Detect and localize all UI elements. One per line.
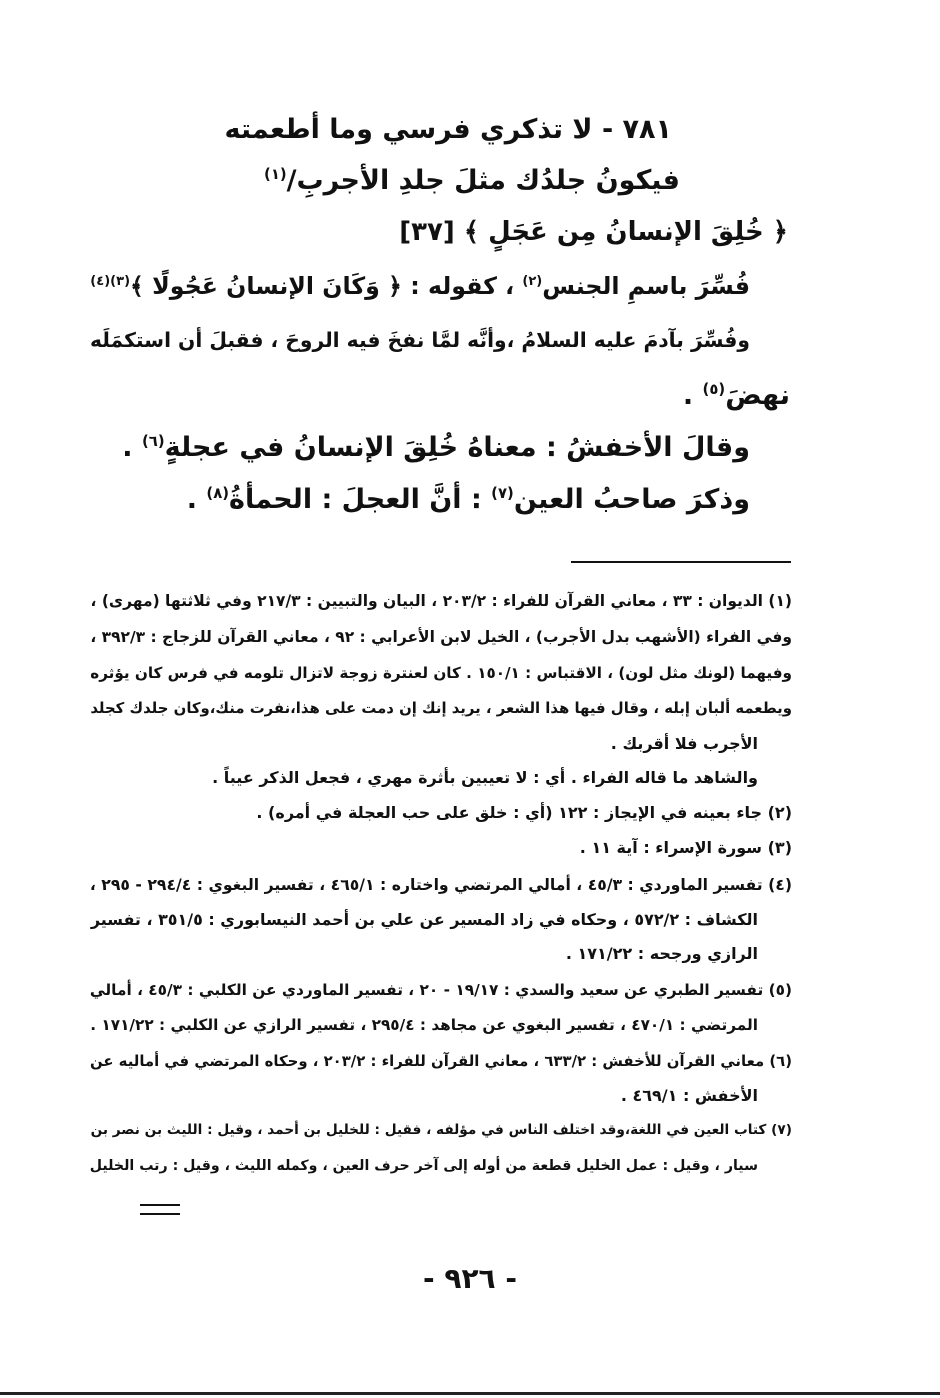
footnote-line: (١) الديوان : ٣٣ ، معاني القرآن للفراء : ٢٠٣/٢ ، البيان والتبيين : ٢١٧/٣ وفي ثلاثتها (مهرى) ، xyxy=(90,592,792,610)
footnote-line: (٣) سورة الإسراء : آية ١١ . xyxy=(579,838,792,857)
footnote-ref: (٥) xyxy=(702,380,726,398)
footnote-line: (٢) جاء بعينه في الإيجاز : ١٢٢ (أي : خلق على حب العجلة في أمره) . xyxy=(256,803,792,822)
continuation-mark xyxy=(140,1204,180,1215)
footnote-ref: (٢) xyxy=(522,274,543,290)
footnote-line: (٤) تفسير الماوردي : ٤٥/٣ ، أمالي المرتضي واختاره : ٤٦٥/١ ، تفسير البغوي : ٢٩٤/٤ - ٢٩٥ ، xyxy=(89,875,792,894)
footnote-line: سيار ، وقيل : عمل الخليل قطعة من أوله إلى آخر حرف العين ، وكمله الليث ، وقيل : رتب الخليل xyxy=(89,1158,758,1174)
footnote-line: (٥) تفسير الطبري عن سعيد والسدي : ١٩/١٧ - ٢٠ ، تفسير الماوردي عن الكلبي : ٤٥/٣ ، أمالي xyxy=(89,981,792,999)
commentary-line-3 xyxy=(683,380,790,411)
footnote-line: الأجرب فلا أقربك . xyxy=(610,734,758,753)
verse-line-1: ٧٨١ - لا تذكري فرسي وما أطعمته xyxy=(224,114,672,145)
quran-quote: ﴿ وَكَانَ الإنسانُ عَجُولًا ﴾ xyxy=(130,272,402,300)
verse-line-2-text: فيكونُ جلدُك مثلَ جلدِ الأجربِ/ xyxy=(286,165,680,196)
footnote-ref: (٧) xyxy=(491,484,514,502)
commentary-line-4 xyxy=(122,432,750,463)
footnote-line: المرتضي : ٤٧٠/١ ، تفسير البغوي عن مجاهد : ٢٩٥/٤ ، تفسير الرازي عن الكلبي : ١٧١/٢٢ . xyxy=(90,1016,758,1034)
footnote-ref: (١) xyxy=(264,165,287,183)
quran-close-bracket: ﴾ xyxy=(463,217,480,247)
footnote-line: الكشاف : ٥٧٢/٢ ، وحكاه في زاد المسير عن علي بن أحمد النيسابوري : ٣٥١/٥ ، تفسير xyxy=(90,910,758,929)
quran-open-bracket: ﴿ xyxy=(772,217,788,247)
commentary-text: . xyxy=(186,484,197,515)
footnote-line: (٧) كتاب العين في اللغة،وقد اختلف الناس في مؤلفه ، فقيل : للخليل بن أحمد ، وقيل : الليث بن نصر بن xyxy=(90,1122,792,1138)
quran-heading-text: خُلِقَ الإنسانُ مِن عَجَلٍ xyxy=(488,217,764,247)
footnote-ref: (٦) xyxy=(141,432,165,450)
page-number: - ٩٢٦ - xyxy=(422,1262,518,1295)
footnote-line: والشاهد ما قاله الفراء . أي : لا تعيبين بأثرة مهري ، فجعل الذكر عيباً . xyxy=(212,768,758,787)
footnote-line: وفيهما (لونك مثل لون) ، الاقتباس : ١٥٠/١ . كان لعنترة زوجة لاتزال تلومه في فرس كان يؤثره xyxy=(90,664,792,682)
commentary-text: نهضَ xyxy=(725,380,790,411)
footnote-line: الرازي ورجحه : ١٧١/٢٢ . xyxy=(565,944,758,963)
footnote-ref: (٣)(٤) xyxy=(90,274,131,290)
footnote-ref: (٨) xyxy=(206,484,230,502)
scan-edge-line xyxy=(0,1392,940,1395)
commentary-text: ، كقوله : xyxy=(410,272,515,300)
quran-verse-number: [٣٧] xyxy=(399,217,455,247)
footnote-line: وفي الفراء (الأشهب بدل الأجرب) ، الخيل لابن الأعرابي : ٩٢ ، معاني القرآن للزجاج : ٣٩٢/٣ ، xyxy=(90,628,792,646)
commentary-text: وقالَ الأخفشُ : معناهُ خُلِقَ الإنسانُ في عجلةٍ xyxy=(164,432,750,463)
commentary-text: . xyxy=(682,380,694,411)
footnote-line: (٦) معاني القرآن للأخفش : ٦٣٣/٢ ، معاني القرآن للفراء : ٢٠٣/٢ ، وحكاه المرتضي في أماليه عن xyxy=(89,1052,792,1070)
footnote-separator xyxy=(571,561,791,563)
commentary-line-1 xyxy=(90,272,750,300)
commentary-text: : أنَّ العجلَ : الحمأةُ xyxy=(229,484,482,515)
commentary-text: فُسِّرَ باسمِ الجنس xyxy=(542,272,750,300)
footnote-line: الأخفش : ٤٦٩/١ . xyxy=(620,1086,758,1105)
footnote-line: ويطعمه ألبان إبله ، وقال فيها هذا الشعر ، يريد إنك إن دمت على هذا،نفرت منك،وكان جلدك كجلد xyxy=(90,699,792,717)
commentary-line-5 xyxy=(187,484,750,515)
quran-heading xyxy=(399,217,788,247)
commentary-text: وذكرَ صاحبُ العين xyxy=(513,484,750,515)
verse-line-2 xyxy=(264,165,680,196)
commentary-line-2: وفُسِّرَ بآدمَ عليه السلامُ ،وأنَّه لمَّا نفخَ فيه الروحَ ، فقبلَ أن استكمَلَه xyxy=(89,328,750,352)
commentary-text: . xyxy=(122,432,133,463)
